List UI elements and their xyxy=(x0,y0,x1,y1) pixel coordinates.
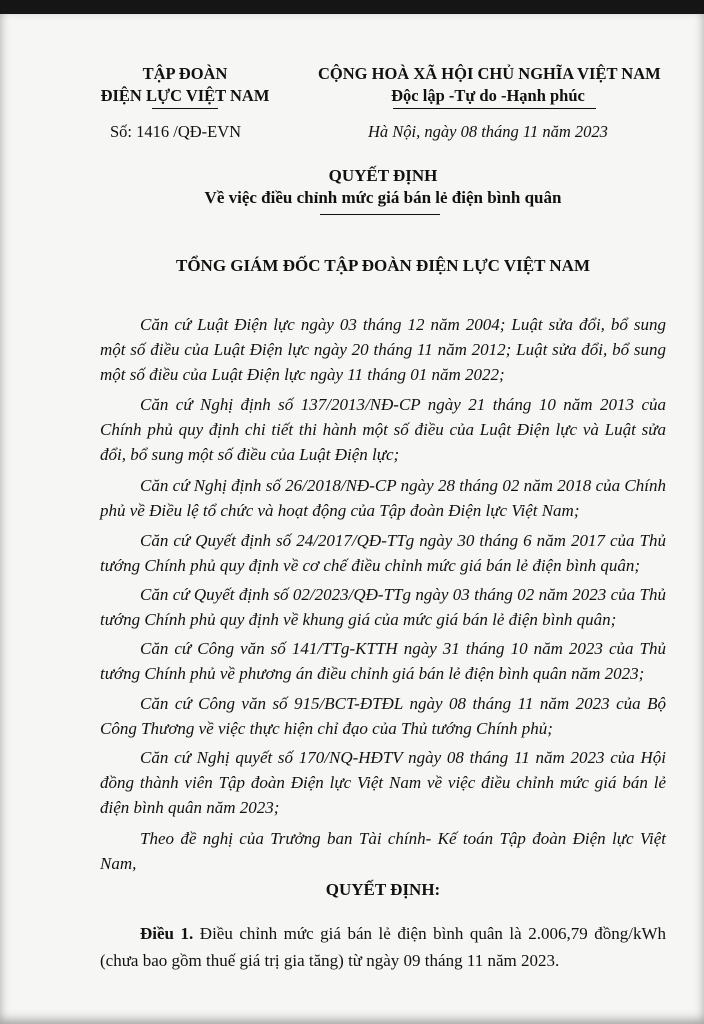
motto-underline xyxy=(393,108,596,109)
preamble-paragraph-8: Căn cứ Nghị quyết số 170/NQ-HĐTV ngày 08 tháng 11 năm 2023 của Hội đồng thành viên Tập đoàn Điện lực Việt Nam về việc điều chỉnh mức giá bán lẻ điện bình quân năm 2023; xyxy=(100,748,666,817)
preamble-paragraph-1: Căn cứ Luật Điện lực ngày 03 tháng 12 năm 2004; Luật sửa đổi, bổ sung một số điều của Luật Điện lực ngày 20 tháng 11 năm 2012; Luật sửa đổi, bổ sung một số điều của Luật Điện lực ngày 11 tháng 01 năm 2022; xyxy=(100,315,666,384)
preamble-paragraph-3: Căn cứ Nghị định số 26/2018/NĐ-CP ngày 28 tháng 02 năm 2018 của Chính phủ về Điều lệ tổ chức và hoạt động của Tập đoàn Điện lực Việt Nam; xyxy=(100,476,666,520)
preamble-paragraph-4: Căn cứ Quyết định số 24/2017/QĐ-TTg ngày 30 tháng 6 năm 2017 của Thủ tướng Chính phủ quy định về cơ chế điều chỉnh mức giá bán lẻ điện bình quân; xyxy=(100,531,666,575)
article-1 xyxy=(100,920,666,974)
org-name-line2: ĐIỆN LỰC VIỆT NAM xyxy=(100,86,270,105)
article-1-text: Điều chỉnh mức giá bán lẻ điện bình quân là 2.006,79 đồng/kWh (chưa bao gồm thuế giá trị gia tăng) từ ngày 09 tháng 11 năm 2023. xyxy=(100,924,667,970)
decision-heading: QUYẾT ĐỊNH: xyxy=(325,880,441,899)
place-and-date: Hà Nội, ngày 08 tháng 11 năm 2023 xyxy=(368,122,608,141)
country-name: CỘNG HOÀ XÃ HỘI CHỦ NGHĨA VIỆT NAM xyxy=(318,64,661,83)
org-name-line1: TẬP ĐOÀN xyxy=(142,64,228,83)
org-name-rule xyxy=(152,108,218,109)
preamble-paragraph-6: Căn cứ Công văn số 141/TTg-KTTH ngày 31 tháng 10 năm 2023 của Thủ tướng Chính phủ về phương án điều chỉnh giá bán lẻ điện bình quân năm 2023; xyxy=(100,639,666,683)
preamble-paragraph-5: Căn cứ Quyết định số 02/2023/QĐ-TTg ngày 03 tháng 02 năm 2023 của Thủ tướng Chính phủ quy định về khung giá của mức giá bán lẻ điện bình quân; xyxy=(100,585,666,629)
preamble-paragraph-2: Căn cứ Nghị định số 137/2013/NĐ-CP ngày 21 tháng 10 năm 2013 của Chính phủ quy định chi tiết thi hành một số điều của Luật Điện lực và Luật sửa đổi, bổ sung một số điều của Luật Điện lực; xyxy=(100,395,666,464)
document-title: QUYẾT ĐỊNH xyxy=(328,166,438,185)
preamble-paragraph-9: Theo đề nghị của Trưởng ban Tài chính- Kế toán Tập đoàn Điện lực Việt Nam, xyxy=(100,829,666,873)
article-1-label: Điều 1. xyxy=(140,924,194,943)
document-subtitle: Về việc điều chỉnh mức giá bán lẻ điện bình quân xyxy=(204,188,562,207)
document-page xyxy=(0,14,704,1024)
subtitle-rule xyxy=(320,214,440,215)
document-number: Số: 1416 /QĐ-EVN xyxy=(110,122,242,141)
country-motto: Độc lập -Tự do -Hạnh phúc xyxy=(391,86,585,105)
preamble-paragraph-7: Căn cứ Công văn số 915/BCT-ĐTĐL ngày 08 tháng 11 năm 2023 của Bộ Công Thương về việc thực hiện chỉ đạo của Thủ tướng Chính phủ; xyxy=(100,694,666,738)
issuing-authority: TỔNG GIÁM ĐỐC TẬP ĐOÀN ĐIỆN LỰC VIỆT NAM xyxy=(175,256,591,275)
